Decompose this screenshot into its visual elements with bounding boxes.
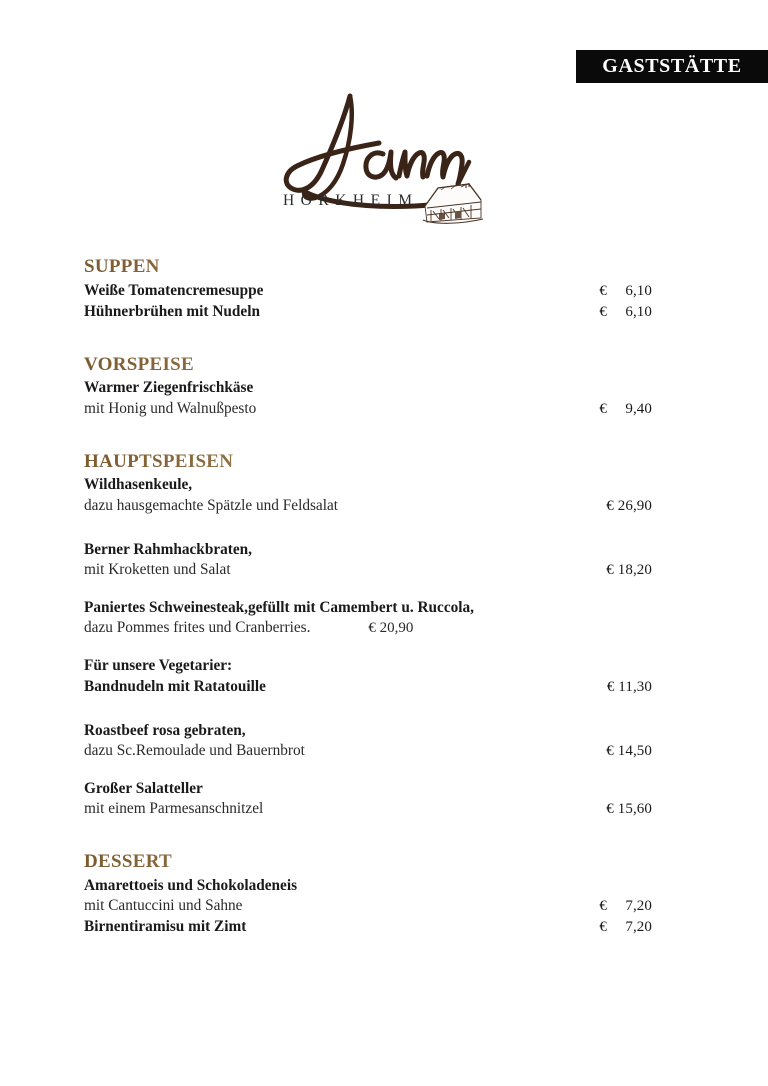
menu-section-vorspeise (84, 353, 652, 420)
currency-symbol: € (599, 400, 607, 417)
item-description: mit Honig und Walnußpesto (84, 399, 257, 417)
menu-section-suppen (84, 255, 652, 323)
section-title-suppen: SUPPEN (84, 255, 652, 279)
item-name: Großer Salatteller (84, 779, 203, 797)
item-description: dazu Pommes frites und Cranberries. (84, 619, 311, 637)
gaststaette-label: GASTSTÄTTE (602, 55, 742, 77)
currency-symbol: € (599, 898, 607, 915)
menu-item (84, 475, 652, 516)
currency-symbol: € (606, 742, 614, 759)
item-price (580, 561, 652, 581)
menu-item (84, 281, 652, 302)
menu-item (84, 378, 652, 419)
menu-item (84, 779, 652, 820)
item-name: Birnentiramisu mit Zimt (84, 918, 247, 936)
price-value: 18,20 (617, 562, 652, 579)
item-price (580, 918, 652, 938)
item-price (580, 400, 652, 420)
price-value: 26,90 (617, 497, 652, 514)
item-name: Wildhasenkeule, (84, 476, 193, 494)
currency-symbol: € (599, 919, 607, 936)
item-description-with-price (84, 618, 652, 639)
price-value: 7,20 (625, 919, 652, 936)
price-value: 6,10 (625, 282, 652, 299)
menu-item (84, 302, 652, 323)
gaststaette-banner (576, 50, 768, 83)
item-description: dazu hausgemachte Spätzle und Feldsalat (84, 496, 339, 514)
item-price (580, 303, 652, 323)
item-description: mit Kroketten und Salat (84, 561, 231, 579)
item-price (580, 897, 652, 917)
menu-content (84, 255, 652, 938)
item-price (580, 678, 652, 698)
menu-item (84, 598, 652, 639)
item-name: Hühnerbrühen mit Nudeln (84, 302, 260, 320)
item-price (580, 282, 652, 302)
price-value: 9,40 (625, 400, 652, 417)
menu-item (84, 917, 652, 938)
price-value: 6,10 (625, 303, 652, 320)
currency-symbol: € (606, 497, 614, 514)
item-name: Berner Rahmhackbraten, (84, 540, 252, 558)
menu-item (84, 656, 652, 697)
item-name: Paniertes Schweinesteak,gefüllt mit Camembert u. Ruccola, (84, 598, 474, 616)
item-lead-in: Für unsere Vegetarier: (84, 657, 233, 675)
horkheim-wordmark: HORKHEIM (282, 192, 419, 209)
item-name: Weiße Tomatencremesuppe (84, 281, 264, 299)
menu-section-dessert (84, 850, 652, 938)
price-value: 15,60 (617, 801, 652, 818)
price-value: 7,20 (625, 898, 652, 915)
item-name: Warmer Ziegenfrischkäse (84, 379, 254, 397)
item-description: mit Cantuccini und Sahne (84, 897, 243, 915)
restaurant-logo (255, 88, 505, 228)
item-description: mit einem Parmesanschnitzel (84, 800, 264, 818)
menu-item (84, 876, 652, 917)
section-title-dessert: DESSERT (84, 850, 652, 874)
currency-symbol: € (606, 678, 615, 695)
item-price (368, 619, 413, 639)
menu-section-hauptspeisen (84, 450, 652, 820)
item-price (580, 497, 652, 517)
price-value: 14,50 (617, 742, 652, 759)
section-title-vorspeise: VORSPEISE (84, 353, 652, 377)
price-value: 20,90 (379, 620, 414, 637)
item-description: dazu Sc.Remoulade und Bauernbrot (84, 741, 305, 759)
item-price (580, 742, 652, 762)
currency-symbol: € (599, 282, 607, 299)
item-name: Amarettoeis und Schokoladeneis (84, 876, 298, 894)
menu-item (84, 540, 652, 581)
menu-item (84, 721, 652, 762)
item-name: Bandnudeln mit Ratatouille (84, 677, 266, 695)
currency-symbol: € (606, 562, 614, 579)
currency-symbol: € (606, 801, 614, 818)
item-price (580, 800, 652, 820)
currency-symbol: € (368, 620, 376, 637)
item-name: Roastbeef rosa gebraten, (84, 721, 246, 739)
currency-symbol: € (599, 303, 607, 320)
price-value: 11,30 (618, 678, 652, 695)
section-title-hauptspeisen: HAUPTSPEISEN (84, 450, 652, 474)
